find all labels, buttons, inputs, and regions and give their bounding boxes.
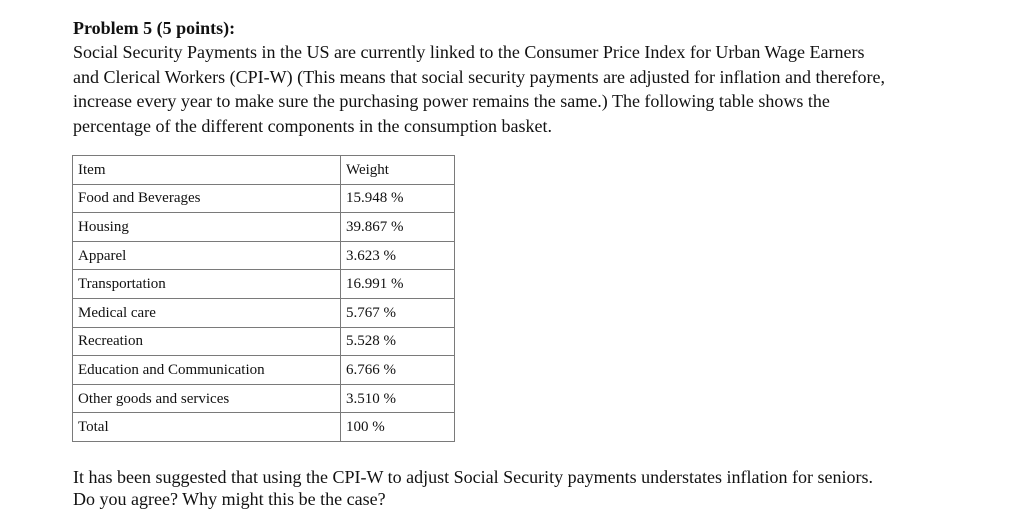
table-row [73, 298, 455, 327]
row-item: Transportation [73, 270, 341, 299]
consumption-basket-table [72, 155, 455, 442]
intro-line: Social Security Payments in the US are currently linked to the Consumer Price Index for Urban Wage Earners [73, 42, 865, 62]
row-weight: 3.510 % [341, 384, 455, 413]
row-weight: 16.991 % [341, 270, 455, 299]
problem-title: Problem 5 (5 points): [73, 18, 236, 38]
intro-line: percentage of the different components in the consumption basket. [73, 115, 553, 136]
row-item: Food and Beverages [73, 184, 341, 213]
header-item: Item [73, 156, 341, 185]
row-weight: 39.867 % [341, 213, 455, 242]
table-header-row [73, 156, 455, 185]
table-row [73, 213, 455, 242]
problem-intro [73, 40, 1003, 138]
table-row [73, 327, 455, 356]
row-item: Apparel [73, 241, 341, 270]
row-weight: 3.623 % [341, 241, 455, 270]
header-weight: Weight [341, 156, 455, 185]
row-weight: 5.528 % [341, 327, 455, 356]
problem-question [73, 466, 1003, 510]
row-item: Recreation [73, 327, 341, 356]
table-row [73, 184, 455, 213]
table-row [73, 384, 455, 413]
row-item: Other goods and services [73, 384, 341, 413]
row-weight: 5.767 % [341, 298, 455, 327]
intro-line: increase every year to make sure the purchasing power remains the same.) The following table shows the [73, 91, 830, 111]
total-item: Total [73, 413, 341, 442]
table-row [73, 270, 455, 299]
row-item: Medical care [73, 298, 341, 327]
question-line: It has been suggested that using the CPI-W to adjust Social Security payments understates inflation for seniors. [73, 467, 874, 487]
table-total-row [73, 413, 455, 442]
table-row [73, 356, 455, 385]
row-item: Education and Communication [73, 356, 341, 385]
row-weight: 15.948 % [341, 184, 455, 213]
table-row [73, 241, 455, 270]
intro-line: and Clerical Workers (CPI-W) (This means that social security payments are adjusted for inflation and therefore, [73, 66, 885, 87]
row-weight: 6.766 % [341, 356, 455, 385]
row-item: Housing [73, 213, 341, 242]
question-line: Do you agree? Why might this be the case? [73, 489, 386, 509]
total-weight: 100 % [341, 413, 455, 442]
